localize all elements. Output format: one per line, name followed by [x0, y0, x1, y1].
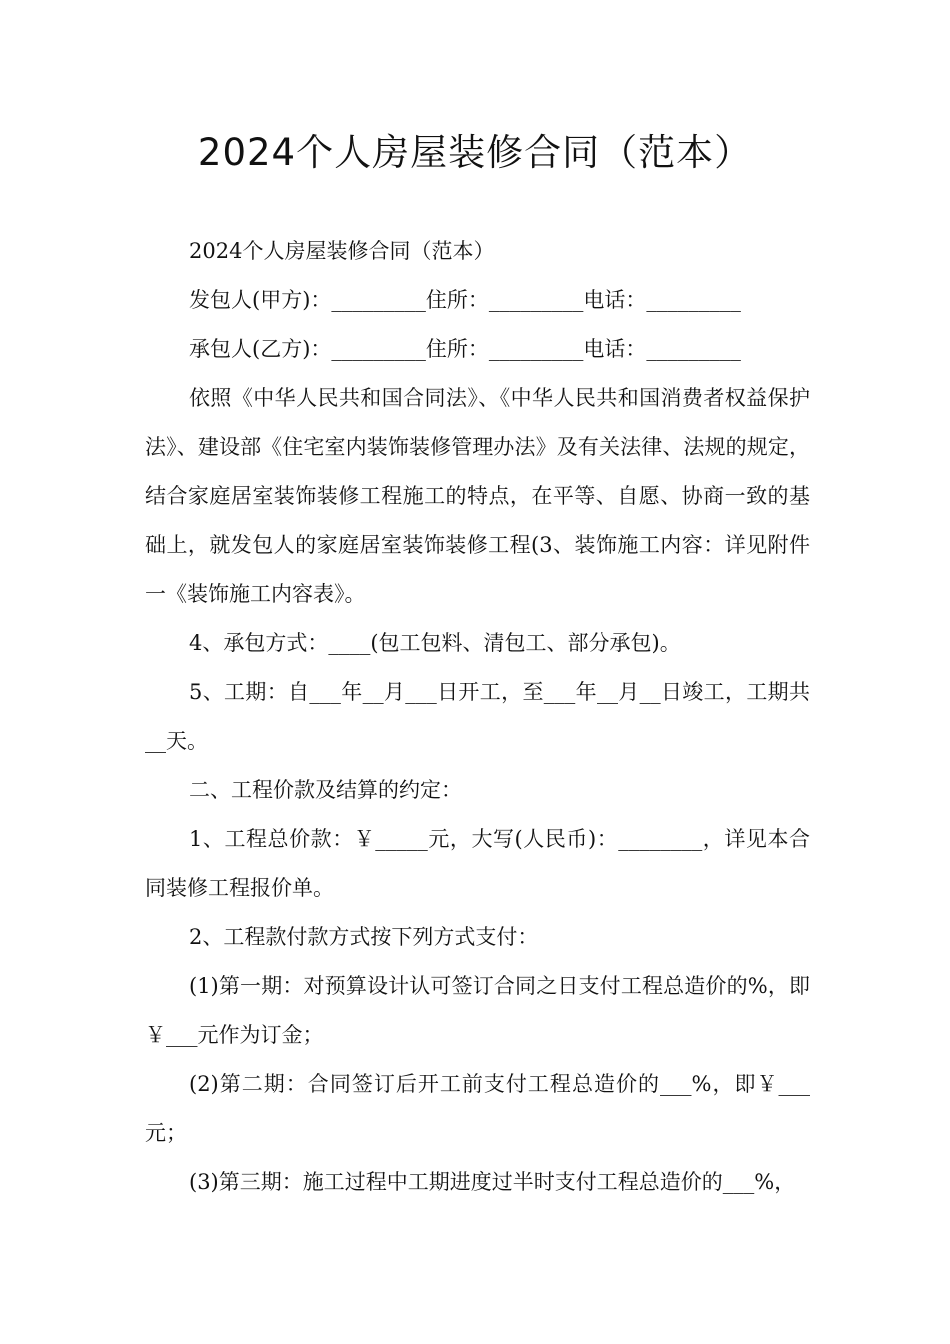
paragraph-heading-repeat: 2024个人房屋装修合同（范本） — [189, 239, 495, 263]
paragraph-party-a: 发包人(甲方)：_________住所：_________电话：_________ — [189, 288, 741, 312]
paragraph-legal-basis: 依照《中华人民共和国合同法》、《中华人民共和国消费者权益保护法》、建设部《住宅室内装饰装修管理办法》及有关法律、法规的规定，结合家庭居室装饰装修工程施工的特点，在平等、自愿、协商一致的基础上，就发包人的家庭居室装饰装修工程(3、装饰施工内容：详见附件一《装饰施工内容表》。 — [145, 386, 810, 606]
paragraph-section-two-heading: 二、工程价款及结算的约定： — [189, 778, 462, 802]
document-body — [145, 227, 810, 1207]
document-title: 2024个人房屋装修合同（范本） — [197, 131, 753, 174]
paragraph-payment-phase-3: (3)第三期：施工过程中工期进度过半时支付工程总造价的___%， — [189, 1170, 796, 1194]
paragraph-construction-period: 5、工期：自___年__月___日开工，至___年__月__日竣工，工期共__天。 — [145, 680, 810, 753]
paragraph-payment-method: 2、工程款付款方式按下列方式支付： — [189, 925, 539, 949]
paragraph-total-price: 1、工程总价款：￥_____元，大写(人民币)：________，详见本合同装修工程报价单。 — [145, 827, 810, 900]
paragraph-payment-phase-1: (1)第一期：对预算设计认可签订合同之日支付工程总造价的%，即￥___元作为订金； — [145, 974, 810, 1047]
paragraph-contract-method: 4、承包方式：____(包工包料、清包工、部分承包)。 — [189, 631, 681, 655]
paragraph-payment-phase-2: (2)第二期：合同签订后开工前支付工程总造价的___%，即￥___元； — [145, 1072, 810, 1145]
paragraph-party-b: 承包人(乙方)：_________住所：_________电话：_________ — [189, 337, 741, 361]
